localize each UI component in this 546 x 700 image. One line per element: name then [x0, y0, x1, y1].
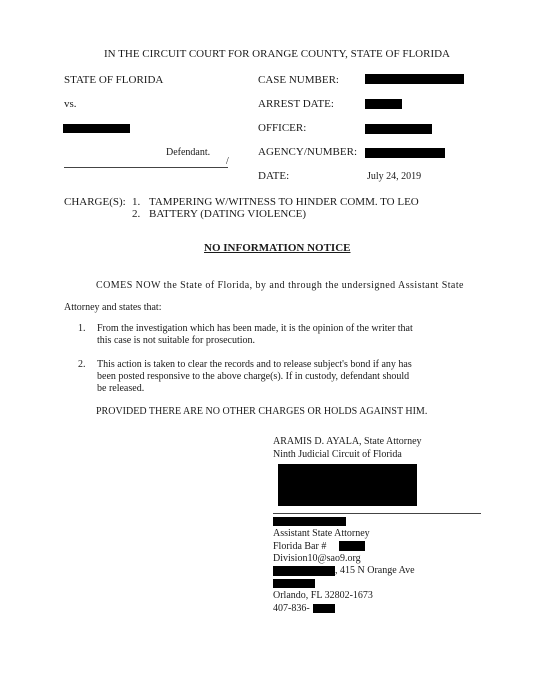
state-attorney-name: ARAMIS D. AYALA, State Attorney	[273, 436, 422, 447]
case-number-label: CASE NUMBER:	[258, 74, 339, 86]
city-state-zip: Orlando, FL 32802-1673	[273, 590, 373, 601]
court-heading: IN THE CIRCUIT COURT FOR ORANGE COUNTY, STATE OF FLORIDA	[104, 48, 451, 60]
date-label: DATE:	[258, 170, 290, 182]
item-number: 1.	[78, 323, 86, 334]
redacted-signature	[278, 464, 417, 506]
officer-label: OFFICER:	[258, 122, 307, 134]
plaintiff-name: STATE OF FLORIDA	[64, 74, 164, 86]
notice-title: NO INFORMATION NOTICE	[204, 242, 351, 254]
redacted-bar-number	[339, 541, 365, 551]
item-line: this case is not suitable for prosecution.	[97, 335, 256, 346]
redacted-officer	[365, 124, 432, 134]
redacted-address-line	[273, 579, 315, 588]
caption-slash: /	[226, 156, 229, 167]
item-line: This action is taken to clear the records and to release subject's bond if any has	[97, 359, 412, 370]
division-email: Division10@sao9.org	[273, 553, 361, 564]
defendant-label: Defendant.	[166, 147, 211, 158]
redacted-case-number	[365, 74, 464, 84]
redacted-defendant-name	[63, 124, 130, 133]
provided-statement: PROVIDED THERE ARE NO OTHER CHARGES OR HOLDS AGAINST HIM.	[96, 406, 428, 417]
charge-number: 1.	[132, 196, 141, 208]
charges-label: CHARGE(S):	[64, 196, 126, 208]
arrest-date-label: ARREST DATE:	[258, 98, 334, 110]
item-number: 2.	[78, 359, 86, 370]
intro-paragraph-line-2: Attorney and states that:	[64, 302, 162, 313]
redacted-assistant-name	[273, 517, 346, 526]
redacted-arrest-date	[365, 99, 402, 109]
judicial-circuit: Ninth Judicial Circuit of Florida	[273, 449, 402, 460]
assistant-title: Assistant State Attorney	[273, 528, 370, 539]
street-address: , 415 N Orange Ave	[335, 565, 415, 576]
agency-number-label: AGENCY/NUMBER:	[258, 146, 358, 158]
phone-prefix: 407-836-	[273, 603, 310, 614]
redacted-phone-suffix	[313, 604, 335, 613]
caption-line	[64, 167, 228, 168]
charge-number: 2.	[132, 208, 141, 220]
versus-text: vs.	[64, 98, 77, 110]
date-value: July 24, 2019	[367, 171, 422, 182]
item-line: From the investigation which has been made, it is the opinion of the writer that	[97, 323, 413, 334]
signature-line	[273, 513, 481, 514]
redacted-address-prefix	[273, 566, 335, 576]
florida-bar-label: Florida Bar #	[273, 541, 327, 552]
item-line: been posted responsive to the above charge(s). If in custody, defendant should	[97, 371, 410, 382]
intro-paragraph-line-1: COMES NOW the State of Florida, by and through the undersigned Assistant State	[96, 280, 464, 291]
charge-text: TAMPERING W/WITNESS TO HINDER COMM. TO LEO	[149, 196, 419, 208]
redacted-agency-number	[365, 148, 445, 158]
item-line: be released.	[97, 383, 145, 394]
charge-text: BATTERY (DATING VIOLENCE)	[149, 208, 307, 220]
